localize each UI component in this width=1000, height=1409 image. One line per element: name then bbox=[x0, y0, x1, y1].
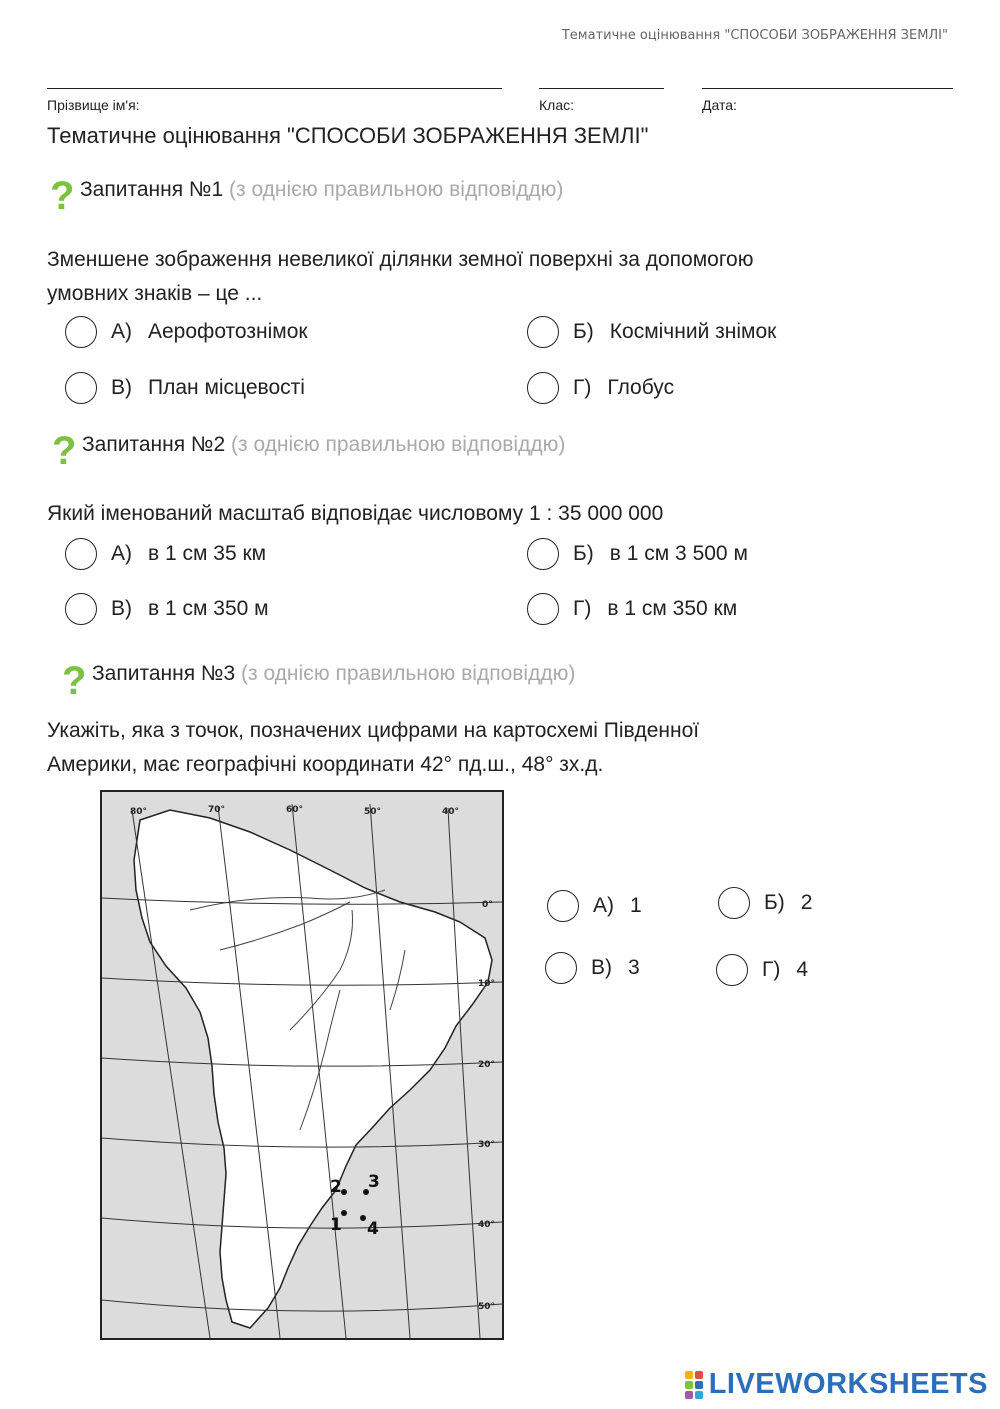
q2-option-b[interactable] bbox=[527, 538, 748, 570]
map-point-label: 1 bbox=[330, 1215, 342, 1235]
option-text: в 1 см 350 км bbox=[607, 597, 738, 620]
radio-button[interactable] bbox=[545, 952, 577, 984]
brand-text: LIVEWORKSHEETS bbox=[708, 1368, 988, 1400]
lat-label: 10° bbox=[478, 979, 496, 989]
question-hint: (з однією правильною відповіддю) bbox=[228, 178, 564, 201]
option-letter: А) bbox=[593, 894, 614, 917]
lon-label: 60° bbox=[286, 805, 304, 815]
page-title: Тематичне оцінювання "СПОСОБИ ЗОБРАЖЕННЯ ЗЕМЛІ" bbox=[47, 123, 649, 148]
radio-button[interactable] bbox=[65, 593, 97, 625]
map-point-label: 4 bbox=[367, 1219, 379, 1239]
option-text: 1 bbox=[630, 894, 642, 917]
q2-option-c[interactable] bbox=[65, 593, 269, 625]
map-point-1 bbox=[341, 1210, 347, 1216]
question-header-label: Запитання №1 bbox=[80, 178, 224, 201]
logo-tile bbox=[685, 1391, 693, 1399]
question-hint: (з однією правильною відповіддю) bbox=[230, 433, 566, 456]
brand-logo-icon bbox=[685, 1371, 703, 1399]
surname-label: Прізвище ім'я: bbox=[47, 97, 140, 113]
radio-button[interactable] bbox=[65, 538, 97, 570]
lon-label: 40° bbox=[442, 807, 460, 817]
header-note: Тематичне оцінювання "СПОСОБИ ЗОБРАЖЕННЯ ЗЕМЛІ" bbox=[561, 28, 948, 43]
question-1-header bbox=[80, 178, 563, 202]
q1-option-b[interactable] bbox=[527, 316, 776, 348]
radio-button[interactable] bbox=[65, 372, 97, 404]
south-america-map bbox=[100, 790, 504, 1340]
option-letter: Г) bbox=[573, 597, 592, 620]
radio-button[interactable] bbox=[527, 372, 559, 404]
logo-tile bbox=[685, 1371, 693, 1379]
lat-label: 20° bbox=[478, 1060, 496, 1070]
question-mark-icon: ? bbox=[52, 429, 77, 473]
question-mark-icon: ? bbox=[50, 174, 75, 218]
question-1-text bbox=[47, 243, 867, 311]
option-letter: В) bbox=[591, 956, 612, 979]
radio-button[interactable] bbox=[716, 954, 748, 986]
question-text-line: Америки, має географічні координати 42° пд.ш., 48° зх.д. bbox=[47, 753, 604, 776]
option-text: Аерофотознімок bbox=[148, 320, 308, 343]
question-3-header bbox=[92, 662, 575, 686]
option-letter: В) bbox=[111, 597, 132, 620]
lat-label: 50° bbox=[478, 1302, 496, 1312]
logo-tile bbox=[695, 1371, 703, 1379]
question-text-line: Який іменований масштаб відповідає числовому 1 : 35 000 000 bbox=[47, 502, 664, 525]
map-point-4 bbox=[360, 1215, 366, 1221]
question-mark-icon: ? bbox=[62, 659, 87, 703]
question-header-label: Запитання №3 bbox=[92, 662, 236, 685]
radio-button[interactable] bbox=[718, 887, 750, 919]
map-point-label: 3 bbox=[368, 1172, 380, 1192]
option-letter: В) bbox=[111, 376, 132, 399]
q2-option-a[interactable] bbox=[65, 538, 266, 570]
option-text: Глобус bbox=[607, 376, 675, 399]
option-text: План місцевості bbox=[148, 376, 305, 399]
logo-tile bbox=[685, 1381, 693, 1389]
class-line[interactable] bbox=[539, 88, 664, 89]
option-text: в 1 см 35 км bbox=[148, 542, 267, 565]
option-text: 4 bbox=[796, 958, 809, 981]
question-text-line: Укажіть, яка з точок, позначених цифрами на картосхемі Південної bbox=[47, 719, 700, 742]
liveworksheets-logo bbox=[685, 1368, 988, 1401]
radio-button[interactable] bbox=[527, 593, 559, 625]
option-letter: Г) bbox=[762, 958, 781, 981]
q1-option-a[interactable] bbox=[65, 316, 308, 348]
question-text-line: Зменшене зображення невеликої ділянки земної поверхні за допомогою bbox=[47, 248, 754, 271]
question-text-line: умовних знаків – це ... bbox=[47, 282, 263, 305]
q1-option-d[interactable] bbox=[527, 372, 674, 404]
option-letter: Б) bbox=[573, 320, 594, 343]
lat-label: 40° bbox=[478, 1220, 496, 1230]
date-line[interactable] bbox=[702, 88, 953, 89]
map-point-label: 2 bbox=[330, 1177, 342, 1197]
option-letter: А) bbox=[111, 542, 132, 565]
option-letter: Б) bbox=[573, 542, 594, 565]
logo-tile bbox=[695, 1381, 703, 1389]
radio-button[interactable] bbox=[547, 890, 579, 922]
q3-option-d[interactable] bbox=[716, 954, 808, 986]
radio-button[interactable] bbox=[527, 316, 559, 348]
question-3-text bbox=[47, 714, 867, 782]
surname-line[interactable] bbox=[47, 88, 502, 89]
logo-tile bbox=[695, 1391, 703, 1399]
option-text: Космічний знімок bbox=[609, 320, 777, 343]
lon-label: 70° bbox=[208, 805, 226, 815]
radio-button[interactable] bbox=[527, 538, 559, 570]
option-text: 3 bbox=[628, 956, 640, 979]
radio-button[interactable] bbox=[65, 316, 97, 348]
question-header-label: Запитання №2 bbox=[82, 433, 226, 456]
lon-label: 80° bbox=[130, 807, 148, 817]
question-2-text bbox=[47, 497, 867, 531]
q2-option-d[interactable] bbox=[527, 593, 737, 625]
option-letter: Г) bbox=[573, 376, 592, 399]
lon-label: 50° bbox=[364, 807, 382, 817]
q1-option-c[interactable] bbox=[65, 372, 305, 404]
option-text: в 1 см 3 500 м bbox=[609, 542, 748, 565]
map-point-2 bbox=[341, 1189, 347, 1195]
q3-option-c[interactable] bbox=[545, 952, 640, 984]
option-text: 2 bbox=[800, 891, 813, 914]
question-hint: (з однією правильною відповіддю) bbox=[240, 662, 576, 685]
date-label: Дата: bbox=[702, 97, 737, 113]
option-letter: А) bbox=[111, 320, 132, 343]
class-label: Клас: bbox=[539, 97, 574, 113]
question-2-header bbox=[82, 433, 565, 457]
q3-option-a[interactable] bbox=[547, 890, 642, 922]
lat-label: 30° bbox=[478, 1140, 496, 1150]
option-letter: Б) bbox=[764, 891, 785, 914]
q3-option-b[interactable] bbox=[718, 887, 812, 919]
option-text: в 1 см 350 м bbox=[148, 597, 269, 620]
lat-label: 0° bbox=[482, 900, 493, 910]
